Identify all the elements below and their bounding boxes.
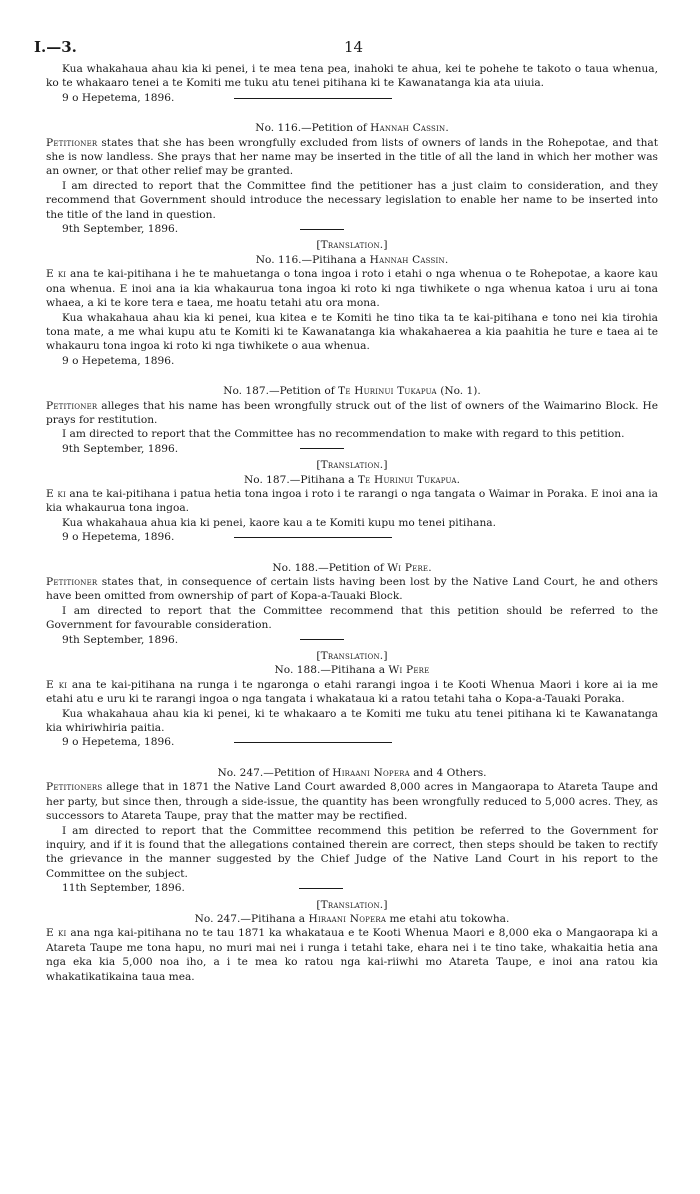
petition-188 [46, 561, 658, 750]
petition-116 [46, 121, 658, 368]
date-line [46, 633, 658, 647]
committee-report: I am directed to report that the Committee find the petitioner has a just claim to consideration, and they recommend that Government should introduce the necessary legislation to enable her name to be inserted into the title of the land in question. [46, 179, 658, 221]
petition-date: 11th September, 1896. [62, 882, 185, 895]
petition-187 [46, 384, 658, 544]
section-divider [234, 742, 392, 743]
translation-label: [Translation.] [316, 898, 388, 911]
divider-short [299, 888, 343, 889]
translation-label: [Translation.] [316, 650, 388, 663]
date-line [46, 530, 658, 544]
petition-statement: Petitioners allege that in 1871 the Native Land Court awarded 8,000 acres in Mangaorapa to Atareta Taupe and her party, but since then, through a side-issue, the quantity has been wrongfully reduced to 5,000 acres. They, as successors to Atareta Taupe, pray that the matter may be rectified. [46, 781, 658, 823]
committee-report: I am directed to report that the Committee recommend this petition be referred to the Government for inquiry, and if it is found that the allegations contained therein are correct, then steps should be taken to rectify the grievance in the manner suggested by the Chief Judge of the Native Land Court in his report to the Committee on the subject. [46, 824, 658, 880]
page-header [34, 38, 658, 62]
maori-report: Kua whakahaua ahau kia ki penei, ki te whakaaro a te Komiti me tuku atu tenei pitihana ki te Kawanatanga kia whiriwhiria paitia. [46, 707, 658, 735]
committee-report: I am directed to report that the Committee recommend that this petition should be referred to the Government for favourable consideration. [46, 604, 658, 632]
petition-date: 9th September, 1896. [62, 633, 179, 646]
petitioner-name: Wi Pere [387, 561, 429, 574]
section-divider [234, 98, 392, 99]
petition-heading: No. 187.—Petition of Te Hurinui Tukapua (No. 1). [223, 385, 481, 398]
maori-date: 9 o Hepetema, 1896. [62, 736, 175, 749]
maori-statement: E ki ana nga kai-pitihana no te tau 1871 ka whakataua e te Kooti Whenua Maori e 8,000 eka o Mangaorapa ki a Atareta Taupe me tona hapu, no muri mai nei i runga i tetahi take, ehara nei i te tino take, whakaitia hetia ana nga eka kia 5,000 noa iho, a i te mea ko ratou nga kai-riiwhi mo Atareta Taupe, e inoi ana ratou kia whakatikatikaina taua mea. [46, 927, 658, 983]
petition-statement: Petitioner states that, in consequence of certain lists having been lost by the Native Land Court, he and others have been omitted from ownership of part of Kopa-a-Tauaki Block. [46, 576, 658, 603]
date-line [46, 222, 658, 236]
translation-label: [Translation.] [316, 239, 388, 252]
petition-date: 9th September, 1896. [62, 223, 179, 236]
maori-heading: No. 187.—Pitihana a Te Hurinui Tukapua. [243, 473, 461, 486]
petition-date: 9th September, 1896. [62, 442, 179, 455]
committee-report: I am directed to report that the Committee has no recommendation to make with regard to this petition. [62, 428, 625, 441]
maori-statement: E ki ana te kai-pitihana na runga i te ngaronga o etahi rarangi ingoa i te Kooti Whenua Maori i kore ai ia me etahi atu e uru ki te rarangi ingoa o nga tangata i whakataua ki a ratou tetahi taha o Kopa-a-Tauaki Poraka. [46, 678, 659, 706]
maori-date: 9 o Hepetema, 1896. [62, 354, 175, 367]
maori-report: Kua whakahaua ahau kia ki penei, kua kitea e te Komiti he tino tika ta te kai-pitihana e tono nei kia tirohia tona mate, a me whai kupu atu te Komiti ki te Kawanatanga kia whakahaerea a kia paahitia he ture e taea ai te whakauru tona ingoa ki roto ki nga tiwhikete o aua whenua. [46, 311, 658, 353]
maori-report: Kua whakahaua ahua kia ki penei, kaore kau a te Komiti kupu mo tenei pitihana. [62, 516, 496, 529]
petition-heading: No. 247.—Petition of Hiraani Nopera and 4 Others. [217, 766, 487, 779]
petition-heading: No. 116.—Petition of Hannah Cassin. [255, 122, 449, 135]
date-line [46, 735, 658, 749]
maori-statement: E ki ana te kai-pitihana i patua hetia tona ingoa i roto i te rarangi o nga tangata o Waimar in Poraka. E inoi ana ia kia whakaurua tona ingoa. [46, 487, 658, 515]
page-number: 14 [344, 38, 364, 56]
maori-statement: E ki ana te kai-pitihana i he te mahuetanga o tona ingoa i roto i etahi o nga whenua o te Rohepotae, a kaore kau ona whenua. E inoi ana ia kia whakaurua tona ingoa ki roto ki nga tiwhikete o nga whenua katoa i uru ai tona whaea, a ki te kore tera e taea, me hoatu tetahi atu ora mona. [46, 268, 658, 310]
translation-label: [Translation.] [316, 459, 388, 472]
petition-statement: Petitioner states that she has been wrongfully excluded from lists of owners of lands in the Rohepotae, and that she is now landless. She prays that her name may be inserted in the title of all the land in which her mother was an owner, or that other relief may be granted. [46, 136, 658, 178]
divider-short [300, 229, 344, 230]
petition-247 [46, 766, 658, 984]
date-line [46, 881, 658, 895]
petitioner-name: Te Hurinui Tukapua [338, 385, 437, 398]
continued-paragraph: Kua whakahaua ahau kia ki penei, i te mea tena pea, inahoki te ahua, kei te pohehe te takoto o taua whenua, ko te whakaaro tenei a te Komiti me tuku atu tenei pitihana ki te Kawanatanga kia ata uiuia. [46, 63, 658, 90]
document-page [34, 38, 659, 984]
divider-short [300, 448, 344, 449]
petition-statement: Petitioner alleges that his name has been wrongfully struck out of the list of owners of the Waimarino Block. He prays for restitution. [46, 399, 658, 426]
date-line [46, 442, 658, 456]
divider-short [300, 639, 344, 640]
section-divider [234, 537, 392, 538]
petition-heading: No. 188.—Petition of Wi Pere. [272, 561, 432, 574]
petition-date: 9 o Hepetema, 1896. [62, 91, 175, 104]
petitioner-name: Hannah Cassin [370, 122, 446, 135]
petitioner-name: Hiraani Nopera [332, 766, 410, 779]
paper-reference: I.—3. [34, 38, 77, 56]
maori-date: 9 o Hepetema, 1896. [62, 531, 175, 544]
maori-heading: No. 116.—Pitihana a Hannah Cassin. [255, 253, 449, 266]
maori-heading: No. 247.—Pitihana a Hiraani Nopera me etahi atu tokowha. [194, 912, 510, 925]
maori-heading: No. 188.—Pitihana a Wi Pere [274, 664, 430, 677]
date-line [46, 91, 658, 105]
